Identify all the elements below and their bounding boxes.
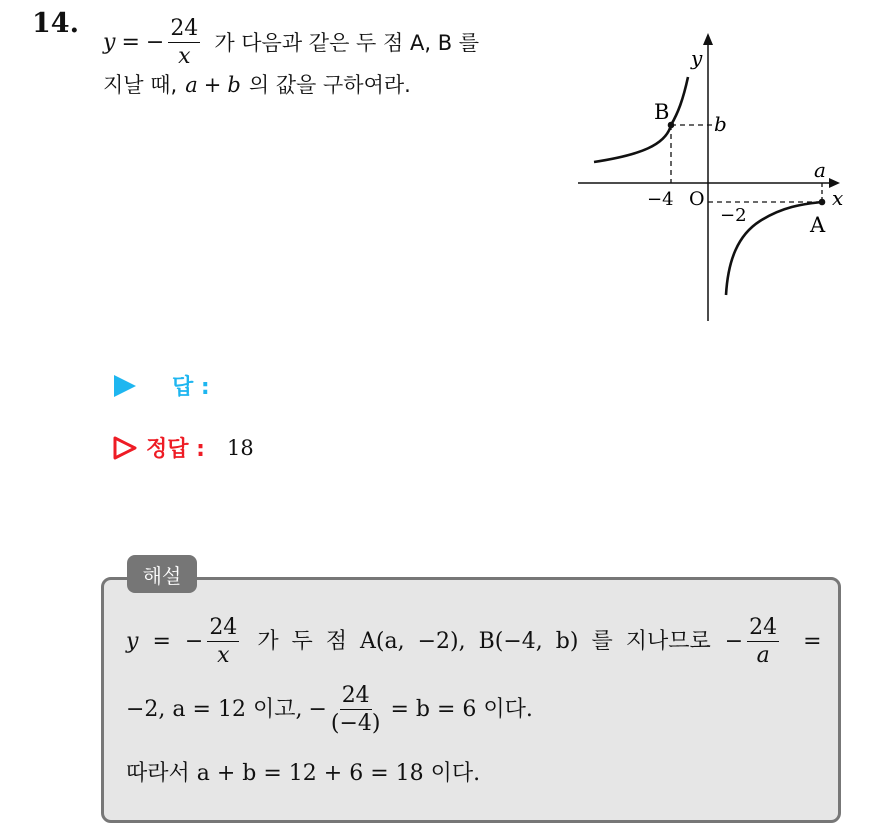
a-value-label: a [814,158,826,182]
question-line-1 [103,18,479,68]
question-text-2-post: 의 값을 구하여라. [248,73,411,97]
explanation-line-3: 따라서 a + b = 12 + 6 = 18 이다. [126,761,481,786]
point-a [819,199,826,206]
b-value-label: b [714,112,727,136]
fraction-denominator: x [178,44,191,69]
var-y: y [126,629,139,654]
question-number: 14. [32,8,79,39]
answer-row [112,370,210,401]
minus-sign: − [145,30,165,55]
minus-sign: − [724,629,744,654]
point-a-label: A [810,213,826,237]
point-b-label: B [654,100,670,124]
fraction-denominator: a [756,643,770,668]
equals-sign: = [121,30,140,55]
correct-answer-value: 18 [226,435,254,460]
var-b: b [227,73,241,97]
fraction [331,685,381,735]
minus-sign: − [308,697,327,722]
tick-label-neg4: −4 [647,189,674,210]
correct-answer-triangle-icon [112,435,138,461]
question-text-2-pre: 지날 때, [103,73,178,97]
y-axis-label: y [691,46,703,70]
fraction [207,617,239,667]
explanation-text-1: 가 두 점 A(a, −2), B(−4, b) 를 지나므로 [257,629,711,654]
fraction-denominator: x [217,643,230,668]
equals-sign: = [152,629,171,654]
fraction-numerator: 24 [170,16,199,41]
explanation-text-2-post: = b = 6 이다. [390,697,533,722]
minus-sign: − [184,629,204,654]
x-axis-label: x [832,186,844,210]
question-line-2 [103,75,411,96]
plus-sign: + [203,73,222,97]
question-text-1: 가 다음과 같은 두 점 A, B 를 [214,30,480,55]
tick-label-neg2: −2 [720,205,747,226]
explanation-text-2-pre: −2, a = 12 이고, [126,697,303,722]
hyperbola-graph [570,25,860,330]
y-axis-arrow-icon [703,33,713,45]
answer-label: 답 : [172,375,210,400]
correct-answer-row [112,432,254,463]
origin-label: O [689,188,705,210]
equals-sign: = [803,629,822,654]
explanation-tag: 해설 [127,555,197,593]
fraction [168,18,200,68]
curve-branch-left [594,77,688,162]
var-a: a [185,73,198,97]
fraction-numerator: 24 [209,615,238,640]
fraction [747,617,779,667]
correct-answer-label: 정답 : [146,437,205,462]
fraction-denominator: (−4) [330,711,381,736]
fraction-numerator: 24 [341,683,370,708]
explanation-line-1 [126,617,822,667]
explanation-line-2 [126,685,533,735]
answer-triangle-icon [112,373,138,399]
var-y: y [103,30,116,55]
fraction-numerator: 24 [749,615,778,640]
